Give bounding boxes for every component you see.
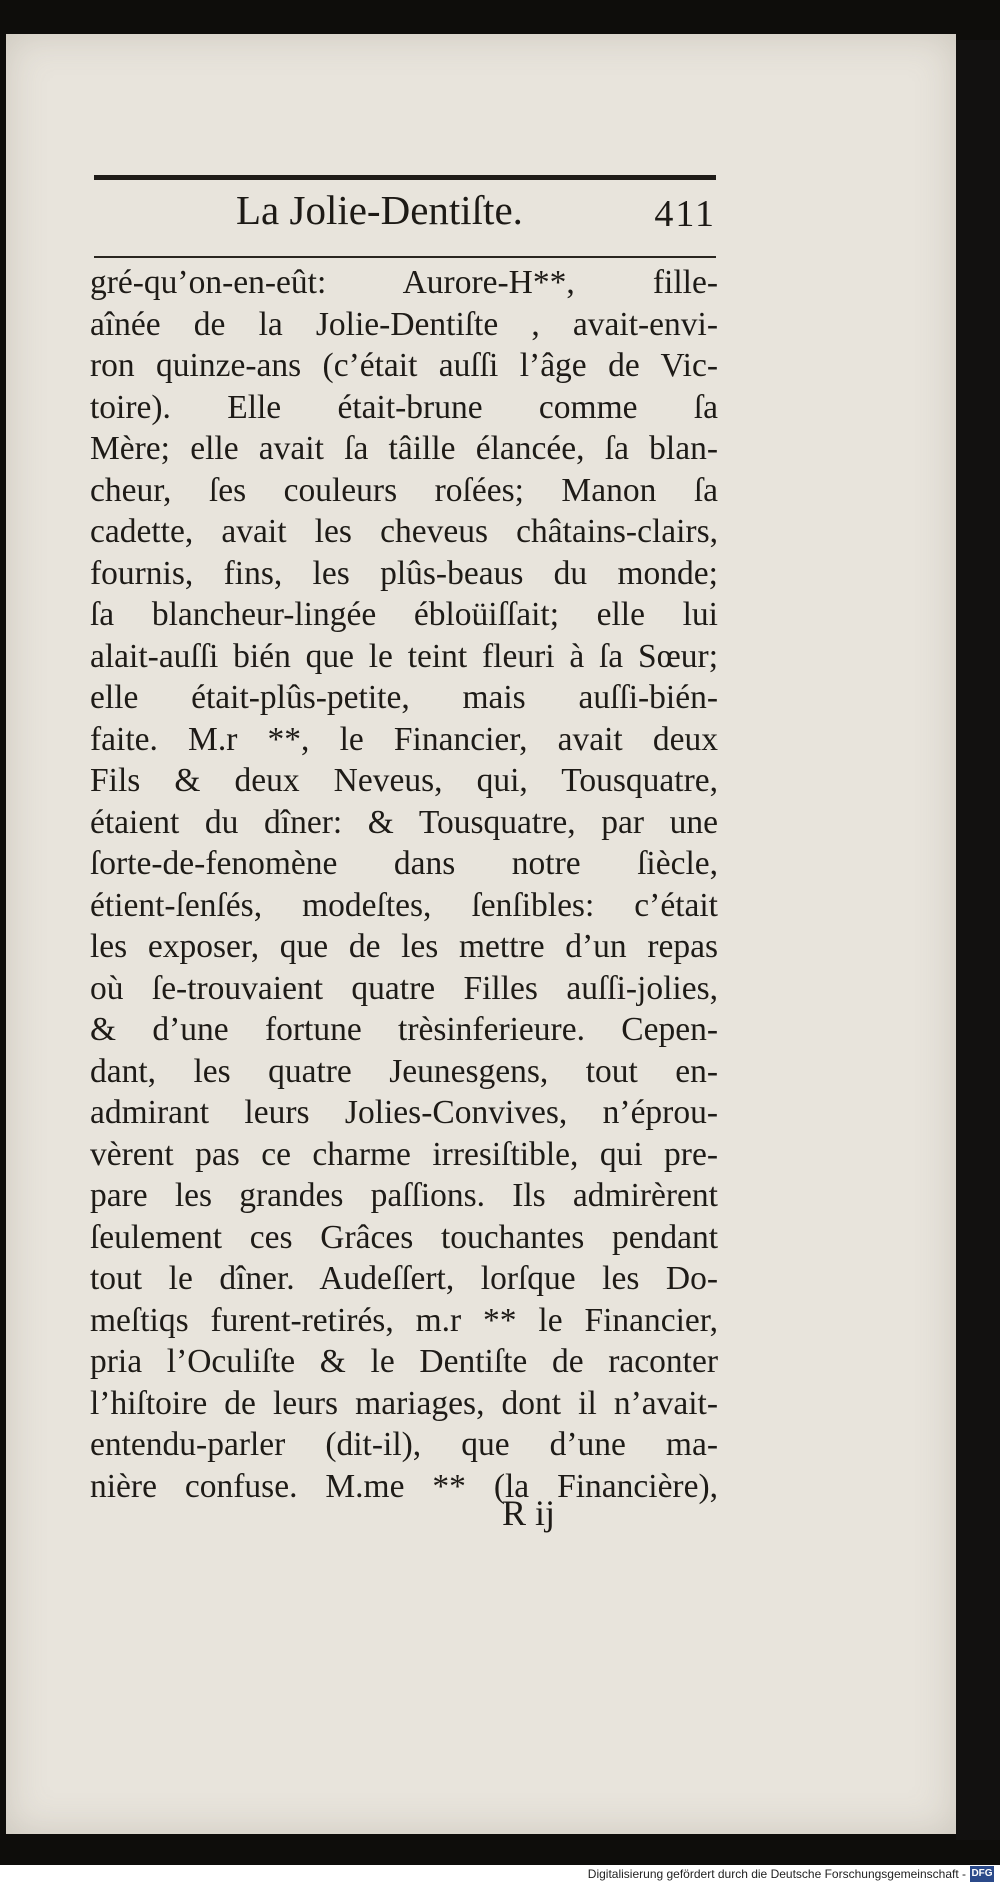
- text-line: alait-auſſi bién que le teint fleuri à ſa Sœur;: [90, 637, 718, 675]
- head-rule-top: [94, 175, 716, 180]
- running-head-title: La Jolie-Dentiſte.: [236, 187, 523, 233]
- text-line: ſorte-de-fenomène dans notre ſiècle,: [90, 845, 718, 882]
- text-line: & d’une fortune trèsinferieure. Cepen-: [90, 1011, 718, 1048]
- signature-mark: R ij: [502, 1493, 556, 1533]
- text-line: faite. M.r **, le Financier, avait deux: [90, 720, 718, 758]
- text-line: fournis, fins, les plûs-beaus du monde;: [90, 554, 718, 592]
- text-line: tout le dîner. Audeſſert, lorſque les Do-: [90, 1260, 718, 1297]
- text-line: Fils & deux Neveus, qui, Tousquatre,: [90, 762, 718, 799]
- head-rule-bottom: [94, 256, 716, 258]
- body-text: [90, 262, 718, 1507]
- text-line: étaient du dîner: & Tousquatre, par une: [90, 803, 718, 841]
- text-line: nière confuse. M.me ** (la Financière),: [90, 1467, 718, 1505]
- text-line: Mère; elle avait ſa tâille élancée, ſa blan-: [90, 430, 718, 467]
- scan-background: [956, 40, 1000, 1840]
- text-line: entendu-parler (dit-il), que d’une ma-: [90, 1426, 718, 1463]
- text-line: dant, les quatre Jeunesgens, tout en-: [90, 1052, 718, 1090]
- text-line: ſa blancheur-lingée ébloüiſſait; elle lui: [90, 596, 718, 633]
- text-line: ſeulement ces Grâces touchantes pendant: [90, 1218, 718, 1256]
- footer-credit: Digitalisierung gefördert durch die Deutsche Forschungsgemeinschaft -: [587, 1867, 966, 1881]
- text-line: l’hiſtoire de leurs mariages, dont il n’avait-: [90, 1384, 718, 1422]
- text-line: aînée de la Jolie-Dentiſte , avait-envi-: [90, 305, 718, 343]
- text-line: les exposer, que de les mettre d’un repas: [90, 928, 718, 965]
- text-line: gré-qu’on-en-eût: Aurore-H**, fille-: [90, 264, 718, 301]
- running-head: [94, 186, 716, 242]
- text-line: pare les grandes paſſions. Ils admirèrent: [90, 1177, 718, 1214]
- text-line: cadette, avait les cheveus châtains-clairs,: [90, 513, 718, 550]
- text-line: pria l’Oculiſte & le Dentiſte de raconter: [90, 1343, 718, 1380]
- text-line: étient-ſenſés, modeſtes, ſenſibles: c’était: [90, 886, 718, 924]
- text-line: ron quinze-ans (c’était auſſi l’âge de Vic-: [90, 347, 718, 384]
- text-line: elle était-plûs-petite, mais auſſi-bién-: [90, 679, 718, 716]
- dfg-logo: DFG: [970, 1866, 994, 1882]
- text-line: admirant leurs Jolies-Convives, n’éprou-: [90, 1094, 718, 1131]
- text-line: meſtiqs furent-retirés, m.r ** le Financier,: [90, 1301, 718, 1339]
- text-line: toire). Elle était-brune comme ſa: [90, 388, 718, 426]
- text-line: vèrent pas ce charme irresiſtible, qui pre-: [90, 1135, 718, 1173]
- text-line: où ſe-trouvaient quatre Filles auſſi-jolies,: [90, 969, 718, 1007]
- text-line: cheur, ſes couleurs roſées; Manon ſa: [90, 471, 718, 509]
- page-number: 411: [654, 193, 716, 235]
